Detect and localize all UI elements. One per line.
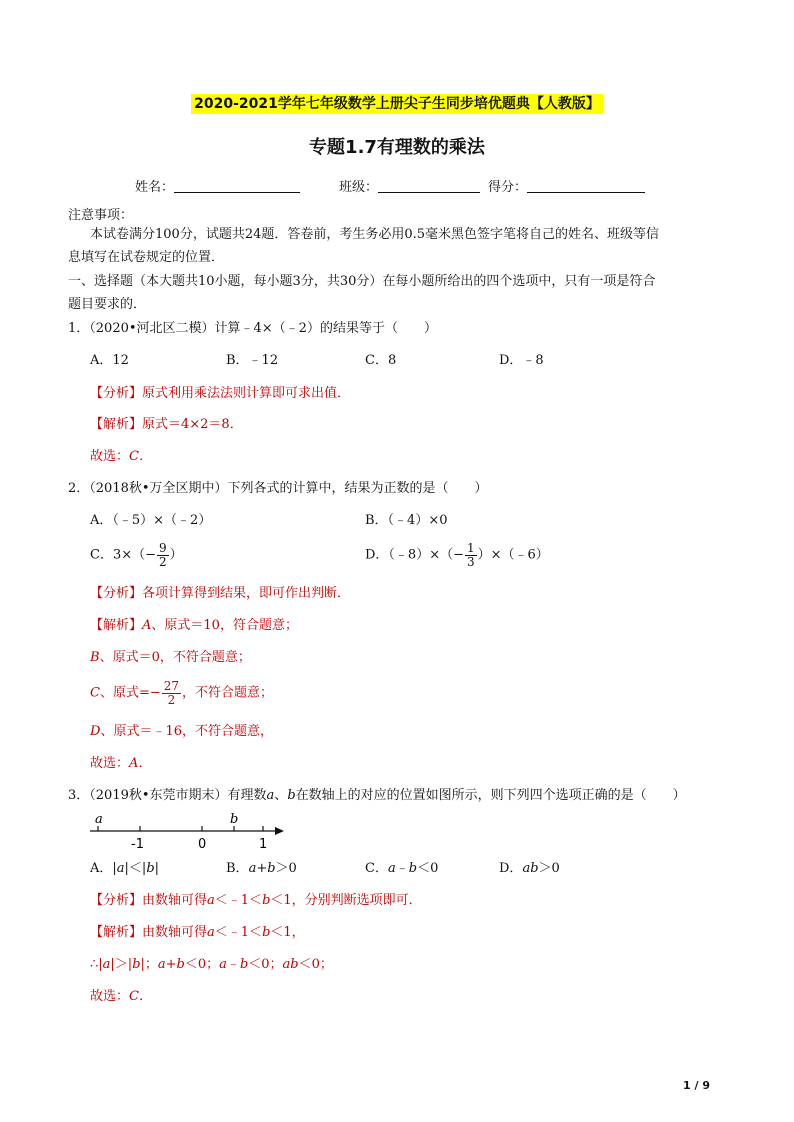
header-text: 2020-2021学年七年级数学上册尖子生同步培优题典【人教版】 (191, 94, 603, 114)
text: ，不符合题意； (182, 685, 274, 701)
var: b (146, 861, 155, 876)
text: | (154, 861, 160, 876)
text: 、原式＝﹣16，不符合题意， (100, 724, 273, 739)
number-line-figure (86, 810, 296, 850)
answer-letter: C． (129, 449, 152, 464)
label-1: 1 (259, 837, 268, 850)
q3-answer (90, 990, 152, 1003)
expr: a+b (157, 957, 185, 972)
q1-option-d: D．﹣8 (499, 353, 544, 368)
q3-solution (90, 926, 305, 939)
section-line-1: 一、选择题（本大题共10小题，每小题3分，共30分）在每小题所给出的四个选项中，只有一项是符合 (68, 274, 656, 289)
label-0: 0 (198, 837, 207, 850)
text: 、原式＝0，不符合题意； (99, 650, 251, 665)
var: b (132, 957, 141, 972)
var: b (287, 788, 296, 803)
class-blank[interactable] (378, 180, 480, 193)
score-label: 得分： (488, 180, 528, 195)
q1-analysis: 【分析】原式利用乘法法则计算即可求出值． (90, 386, 351, 401)
text: ＜﹣1＜ (214, 893, 263, 908)
fraction (465, 542, 477, 568)
q2-solution-c (90, 680, 273, 706)
denominator: 3 (466, 554, 475, 569)
letter: C (90, 685, 100, 701)
q2-option-a: A．（﹣5）×（﹣2） (90, 513, 212, 528)
q2-analysis: 【分析】各项计算得到结果，即可作出判断． (90, 586, 351, 601)
q3-option-a (90, 862, 159, 875)
letter: D (90, 724, 101, 739)
text: ＜0； (248, 957, 283, 972)
text: ＞0 (275, 861, 297, 876)
fraction (157, 542, 169, 568)
var: a (102, 957, 111, 972)
text: ＜1， (270, 925, 305, 940)
var: a (266, 788, 275, 803)
score-field[interactable] (488, 180, 645, 194)
q1-option-c: C．8 (365, 353, 397, 368)
notice-line-2: 息填写在试卷规定的位置． (68, 250, 225, 265)
var: a (116, 861, 125, 876)
q3-conclusion (90, 958, 333, 971)
text: C． (365, 861, 388, 876)
q3-stem (68, 789, 686, 802)
text: D．（﹣8）×（− (365, 547, 464, 563)
letter: A (142, 618, 152, 633)
q1-stem: 1．（2020•河北区二模）计算﹣4×（﹣2）的结果等于（ ） (68, 321, 437, 336)
answer-prefix: 故选： (90, 989, 130, 1004)
var: a (219, 957, 227, 972)
name-field[interactable] (135, 180, 300, 194)
label-b: b (230, 812, 239, 827)
text: ＜0； (184, 957, 220, 972)
q2-answer (90, 757, 151, 770)
text: ＞0 (538, 861, 560, 876)
text: ）×（﹣6） (477, 547, 549, 563)
q2-solution-b (90, 651, 251, 664)
text: ＜1，分别判断选项即可． (270, 893, 422, 908)
text: D． (499, 861, 523, 876)
text: 3．（2019秋•东莞市期末）有理数 (68, 788, 267, 803)
score-blank[interactable] (527, 180, 645, 193)
text: ﹣ (395, 861, 409, 876)
page-number: 1 / 9 (683, 1079, 710, 1092)
name-blank[interactable] (174, 180, 300, 193)
class-field[interactable] (339, 180, 480, 194)
numerator: 1 (466, 541, 475, 555)
notice-line-1: 本试卷满分100分，试题共24题．答卷前，考生务必用0.5毫米黑色签字笔将自己的姓名、班级等信 (90, 227, 660, 242)
q3-option-c (365, 862, 438, 875)
q3-option-d (499, 862, 560, 875)
arrow-right-icon (275, 827, 284, 835)
answer-prefix: 故选： (90, 449, 130, 464)
var: a (207, 925, 215, 940)
q1-solution: 【解析】原式＝4×2＝8． (90, 417, 243, 432)
name-label: 姓名： (135, 180, 175, 195)
header-banner (0, 97, 794, 111)
var: a (207, 893, 215, 908)
denominator: 2 (159, 554, 167, 569)
notice-heading: 注意事项： (68, 208, 134, 223)
q3-option-b (226, 862, 297, 875)
label: 【解析】 (90, 618, 143, 633)
var: a (387, 861, 396, 876)
numerator: 27 (163, 679, 180, 693)
answer-letter: A． (129, 756, 152, 771)
q1-answer (90, 450, 152, 463)
var: b (408, 861, 418, 876)
q1-option-b: B．﹣12 (226, 353, 279, 368)
text: |＜| (124, 861, 147, 876)
text: 在数轴上的对应的位置如图所示，则下列四个选项正确的是（ ） (295, 788, 686, 803)
letter: B (90, 650, 100, 665)
label-neg1: -1 (131, 837, 144, 850)
label-a: a (95, 812, 103, 827)
q2-stem: 2．（2018秋•万全区期中）下列各式的计算中，结果为正数的是（ ） (68, 481, 488, 496)
var: b (262, 893, 271, 908)
denominator: 2 (167, 692, 176, 707)
expr: a+b (248, 861, 276, 876)
expr: ab (522, 861, 539, 876)
page-title: 专题1.7有理数的乘法 (309, 137, 485, 158)
expr: ab (282, 957, 299, 972)
text: 【解析】由数轴可得 (90, 925, 208, 940)
q2-solution-d (90, 725, 273, 738)
text: 【分析】由数轴可得 (90, 893, 208, 908)
text: B． (226, 861, 249, 876)
answer-prefix: 故选： (90, 756, 130, 771)
numerator: 9 (159, 541, 167, 555)
text: ＜﹣1＜ (214, 925, 263, 940)
text: 、 (274, 788, 288, 803)
q2-option-d (365, 542, 549, 568)
q2-solution-a (90, 619, 298, 632)
var: b (262, 925, 271, 940)
text: ） (169, 547, 183, 563)
text: C．3×（− (90, 547, 157, 563)
answer-letter: C． (129, 989, 152, 1004)
q2-option-c (90, 542, 183, 568)
text: 、原式=− (99, 685, 161, 701)
text: |； (140, 957, 158, 972)
text: ﹣ (226, 957, 240, 972)
var: b (239, 957, 249, 972)
text: ＜0 (417, 861, 439, 876)
fraction (162, 680, 181, 706)
text: 、原式＝10，符合题意； (151, 618, 298, 633)
q1-option-a: A．12 (90, 353, 129, 368)
text: ＜0； (298, 957, 333, 972)
text: ∴| (90, 957, 103, 972)
text: |＞| (110, 957, 133, 972)
q2-option-b: B．（﹣4）×0 (365, 513, 448, 528)
text: A．| (90, 861, 117, 876)
class-label: 班级： (339, 180, 379, 195)
q3-analysis (90, 894, 422, 907)
section-line-2: 题目要求的． (68, 297, 147, 312)
